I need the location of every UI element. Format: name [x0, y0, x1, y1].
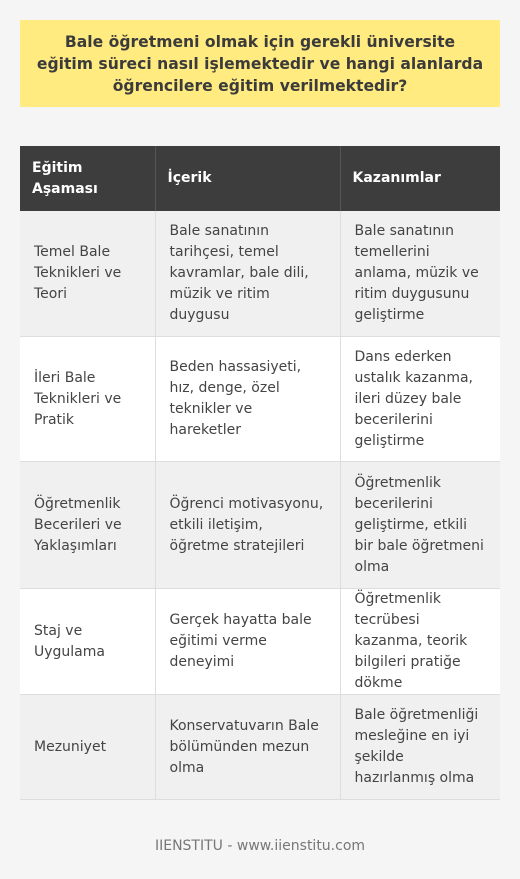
table-row	[20, 337, 500, 462]
header-stage: Eğitim Aşaması	[20, 146, 155, 211]
title-banner	[20, 20, 500, 107]
cell-outcomes: Dans ederken ustalık kazanma, ileri düzey bale becerilerini geliştirme	[340, 337, 500, 462]
table-row	[20, 211, 500, 337]
cell-stage: Mezuniyet	[20, 695, 155, 800]
cell-outcomes: Bale öğretmenliği mesleğine en iyi şekilde hazırlanmış olma	[340, 695, 500, 800]
cell-content: Beden hassasiyeti, hız, denge, özel teknikler ve hareketler	[155, 337, 340, 462]
cell-outcomes: Bale sanatının temellerini anlama, müzik ve ritim duygusunu geliştirme	[340, 211, 500, 337]
cell-stage: Staj ve Uygulama	[20, 589, 155, 695]
cell-stage: İleri Bale Teknikleri ve Pratik	[20, 337, 155, 462]
cell-content: Konservatuvarın Bale bölümünden mezun olma	[155, 695, 340, 800]
cell-stage: Öğretmenlik Becerileri ve Yaklaşımları	[20, 462, 155, 589]
footer-source: IIENSTITU - www.iienstitu.com	[154, 838, 366, 854]
table-row	[20, 462, 500, 589]
page-title: Bale öğretmeni olmak için gerekli üniversite eğitim süreci nasıl işlemektedir ve hangi alanlarda öğrencilere eğitim verilmektedir?	[36, 32, 484, 95]
cell-stage: Temel Bale Teknikleri ve Teori	[20, 211, 155, 337]
header-content: İçerik	[155, 146, 340, 211]
table-header-row	[20, 146, 500, 211]
education-table	[20, 146, 500, 800]
cell-content: Öğrenci motivasyonu, etkili iletişim, öğretme stratejileri	[155, 462, 340, 589]
table-row	[20, 589, 500, 695]
cell-content: Gerçek hayatta bale eğitimi verme deneyimi	[155, 589, 340, 695]
header-outcomes: Kazanımlar	[340, 146, 500, 211]
cell-outcomes: Öğretmenlik becerilerini geliştirme, etkili bir bale öğretmeni olma	[340, 462, 500, 589]
cell-content: Bale sanatının tarihçesi, temel kavramlar, bale dili, müzik ve ritim duygusu	[155, 211, 340, 337]
cell-outcomes: Öğretmenlik tecrübesi kazanma, teorik bilgileri pratiğe dökme	[340, 589, 500, 695]
table-row	[20, 695, 500, 800]
